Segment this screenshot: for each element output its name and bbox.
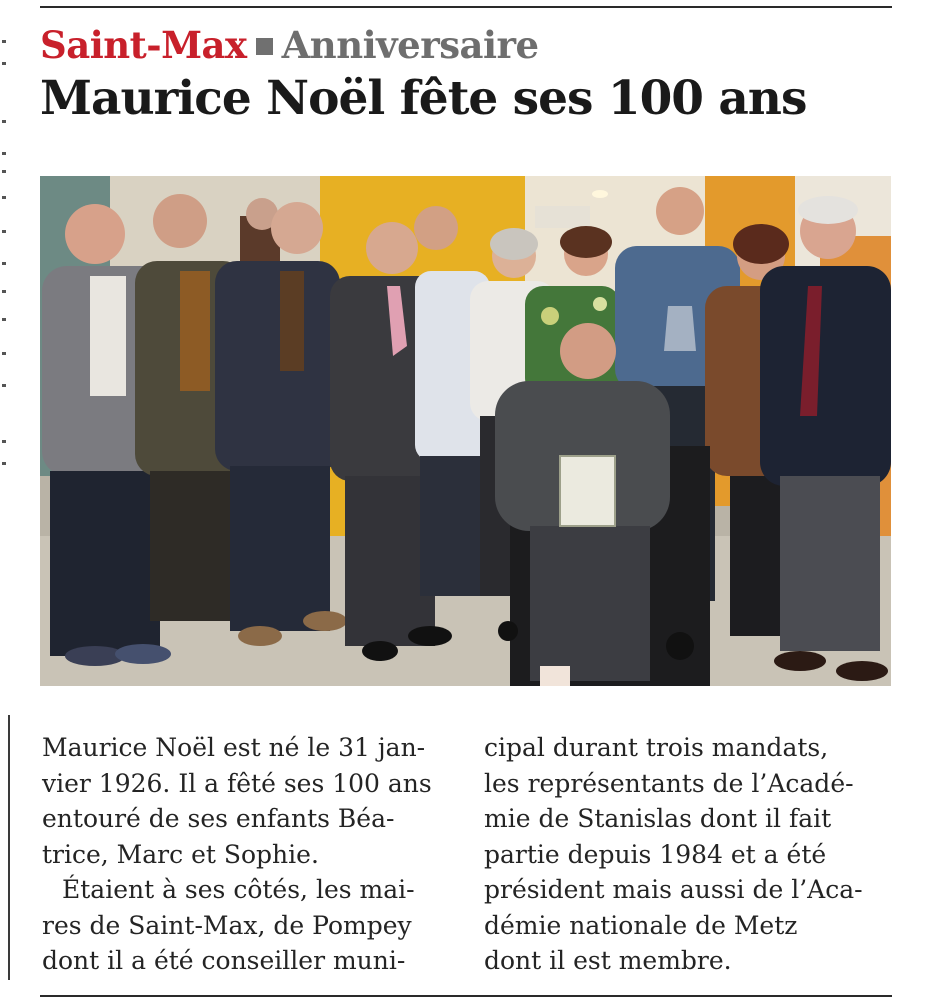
bottom-rule — [40, 995, 892, 997]
article-body-column-2 — [484, 730, 892, 979]
kicker-square-separator — [256, 38, 273, 55]
body-line: mie de Stanislas dont il fait — [484, 804, 832, 833]
kicker-place: Saint-Max — [40, 23, 247, 67]
body-line: cipal durant trois mandats, — [484, 733, 829, 762]
body-line: les représentants de l’Acadé- — [484, 768, 854, 798]
body-line: partie depuis 1984 et a été — [484, 839, 827, 869]
article-photo — [40, 176, 891, 686]
body-line: Maurice Noël est né le 31 jan- — [42, 733, 426, 762]
body-line: dont il a été conseiller muni- — [42, 946, 406, 975]
kicker — [40, 22, 539, 68]
body-line: entouré de ses enfants Béa- — [42, 804, 395, 833]
body-line: président mais aussi de l’Aca- — [484, 875, 863, 904]
margin-marks — [0, 0, 12, 480]
body-line: dont il est membre. — [484, 946, 732, 975]
kicker-topic: Anniversaire — [281, 23, 539, 67]
article-body-column-1 — [42, 730, 450, 979]
body-line: trice, Marc et Sophie. — [42, 839, 319, 869]
left-column-rule — [8, 715, 10, 980]
body-line: démie nationale de Metz — [484, 910, 798, 940]
body-line: vier 1926. Il a fêté ses 100 ans — [42, 768, 432, 798]
top-rule — [40, 6, 892, 8]
body-line: res de Saint-Max, de Pompey — [42, 910, 412, 940]
body-line: Étaient à ses côtés, les mai- — [62, 875, 415, 904]
headline: Maurice Noël fête ses 100 ans — [40, 71, 807, 126]
